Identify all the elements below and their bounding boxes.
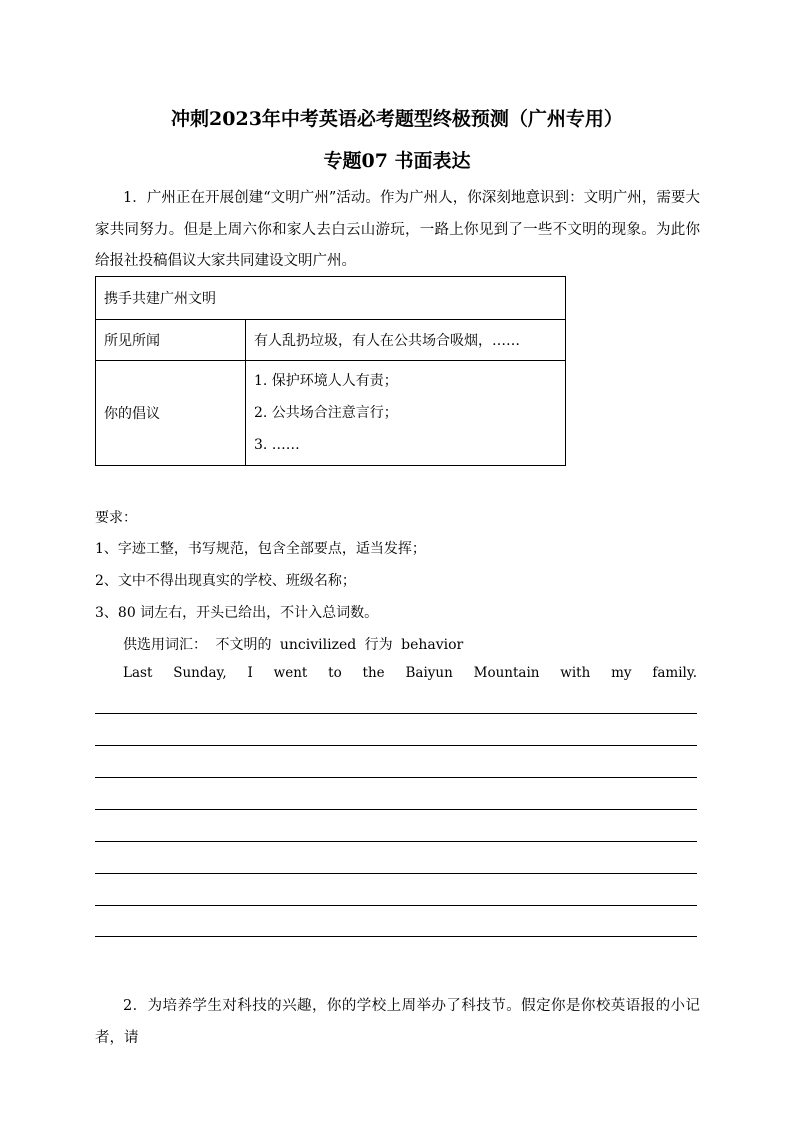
- info-table: [95, 276, 566, 466]
- document-subtitle: 专题07 书面表达: [323, 150, 471, 172]
- starter-word: the: [362, 665, 385, 681]
- writing-line[interactable]: [95, 905, 697, 906]
- proposal-item: 3. ……: [254, 437, 300, 453]
- starter-word: my: [611, 665, 632, 681]
- starter-word: to: [328, 665, 342, 681]
- seen-label: 所见所闻: [96, 320, 246, 361]
- proposal-item: 2. 公共场合注意言行；: [254, 405, 398, 421]
- question-2-prompt: 2．为培养学生对科技的兴趣，你的学校上周举办了科技节。假定你是你校英语报的小记者，请: [95, 998, 700, 1046]
- starter-word: family.: [652, 665, 697, 681]
- starter-word: Sunday,: [173, 665, 227, 681]
- writing-line[interactable]: [95, 936, 697, 937]
- requirement-item: 1、字迹工整，书写规范，包含全部要点，适当发挥；: [95, 541, 426, 557]
- table-header: 携手共建广州文明: [96, 277, 566, 320]
- proposal-label: 你的倡议: [96, 361, 246, 466]
- writing-line[interactable]: [95, 873, 697, 874]
- starter-word: I: [247, 665, 253, 681]
- writing-line[interactable]: [95, 745, 697, 746]
- proposal-list: [246, 361, 566, 466]
- starter-word: with: [560, 665, 591, 681]
- starter-word: went: [273, 665, 308, 681]
- requirements-heading: 要求：: [95, 510, 137, 526]
- proposal-item: 1. 保护环境人人有责；: [254, 373, 398, 389]
- starter-word: Mountain: [473, 665, 540, 681]
- writing-line[interactable]: [95, 809, 697, 810]
- vocabulary-hint: 供选用词汇： 不文明的 uncivilized 行为 behavior: [123, 637, 464, 653]
- writing-line[interactable]: [95, 713, 697, 714]
- starter-word: Last: [123, 665, 153, 681]
- starter-word: Baiyun: [405, 665, 453, 681]
- requirement-item: 3、80 词左右，开头已给出，不计入总词数。: [95, 605, 379, 621]
- writing-line[interactable]: [95, 777, 697, 778]
- starter-sentence: [123, 665, 697, 681]
- requirement-item: 2、文中不得出现真实的学校、班级名称；: [95, 573, 356, 589]
- question-1-prompt: 1．广州正在开展创建“文明广州”活动。作为广州人，你深刻地意识到：文明广州，需要大家共同努力。但是上周六你和家人去白云山游玩，一路上你见到了一些不文明的现象。为此你给报社投稿倡议大家共同建设文明广州。: [95, 190, 700, 269]
- writing-line[interactable]: [95, 841, 697, 842]
- document-title: 冲刺2023年中考英语必考题型终极预测（广州专用）: [171, 108, 623, 130]
- seen-value: 有人乱扔垃圾，有人在公共场合吸烟，……: [246, 320, 566, 361]
